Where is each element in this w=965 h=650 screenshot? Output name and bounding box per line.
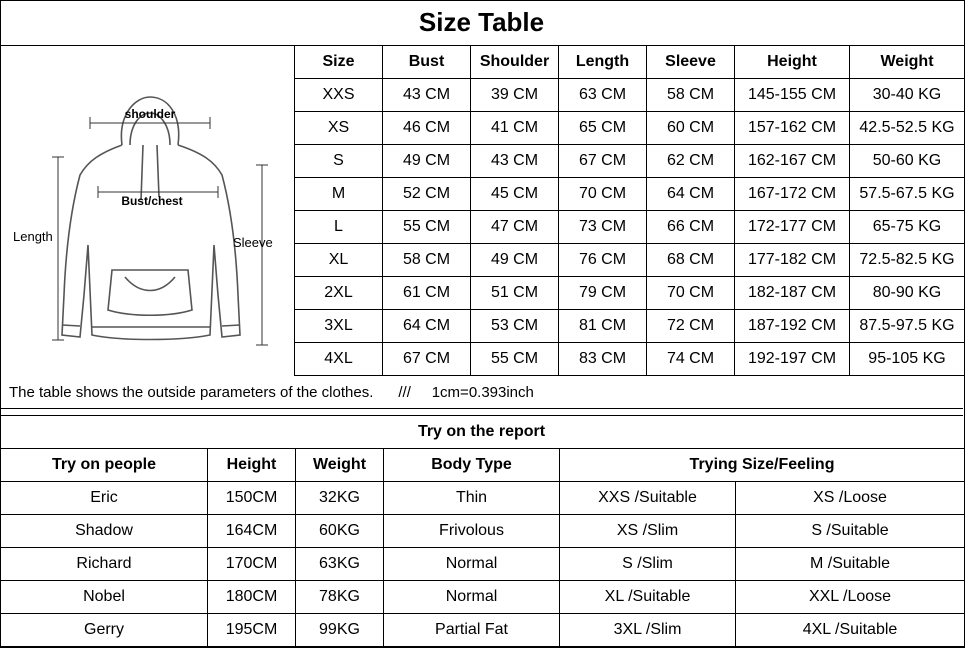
table-row xyxy=(295,178,965,211)
table-cell: XXL /Loose xyxy=(736,581,965,614)
table-cell: 195CM xyxy=(208,614,296,647)
table-cell: 63 CM xyxy=(559,79,647,112)
table-row xyxy=(1,581,965,614)
table-cell: 70 CM xyxy=(647,277,735,310)
table-cell: Shadow xyxy=(1,515,208,548)
table-cell: 30-40 KG xyxy=(850,79,965,112)
table-cell: 150CM xyxy=(208,482,296,515)
table-cell: XL xyxy=(295,244,383,277)
table-row xyxy=(295,343,965,376)
table-cell: 67 CM xyxy=(383,343,471,376)
table-cell: 72 CM xyxy=(647,310,735,343)
table-cell: 47 CM xyxy=(471,211,559,244)
table-cell: 99KG xyxy=(296,614,384,647)
table-cell: 49 CM xyxy=(471,244,559,277)
table-cell: XS /Loose xyxy=(736,482,965,515)
table-cell: S /Suitable xyxy=(736,515,965,548)
table-cell: 52 CM xyxy=(383,178,471,211)
table-cell: 81 CM xyxy=(559,310,647,343)
hoodie-illustration xyxy=(0,45,294,375)
table-cell: 45 CM xyxy=(471,178,559,211)
bust-label: Bust/chest xyxy=(121,194,183,208)
table-cell: 65-75 KG xyxy=(850,211,965,244)
table-cell: 162-167 CM xyxy=(735,145,850,178)
table-row xyxy=(1,614,965,647)
table-cell: 157-162 CM xyxy=(735,112,850,145)
size-table-header xyxy=(295,46,965,79)
table-cell: XS xyxy=(295,112,383,145)
report-title: Try on the report xyxy=(0,416,963,449)
table-cell: 60 CM xyxy=(647,112,735,145)
table-cell: 74 CM xyxy=(647,343,735,376)
table-cell: 58 CM xyxy=(647,79,735,112)
table-cell: 170CM xyxy=(208,548,296,581)
table-cell: 83 CM xyxy=(559,343,647,376)
table-cell: 180CM xyxy=(208,581,296,614)
table-row xyxy=(295,277,965,310)
hoodie-diagram xyxy=(0,45,295,375)
table-row xyxy=(295,244,965,277)
table-cell: 41 CM xyxy=(471,112,559,145)
table-cell: 72.5-82.5 KG xyxy=(850,244,965,277)
table-cell: Normal xyxy=(384,548,560,581)
table-cell: 55 CM xyxy=(383,211,471,244)
report-col-header: Height xyxy=(208,449,296,482)
table-cell: M xyxy=(295,178,383,211)
table-cell: 68 CM xyxy=(647,244,735,277)
table-cell: 79 CM xyxy=(559,277,647,310)
size-table xyxy=(294,45,965,376)
table-cell: XL /Suitable xyxy=(560,581,736,614)
table-cell: M /Suitable xyxy=(736,548,965,581)
table-cell: Frivolous xyxy=(384,515,560,548)
table-cell: 73 CM xyxy=(559,211,647,244)
try-on-report-table xyxy=(0,448,965,647)
table-cell: 55 CM xyxy=(471,343,559,376)
report-col-header: Trying Size/Feeling xyxy=(560,449,965,482)
length-label: Length xyxy=(13,229,53,244)
table-cell: 57.5-67.5 KG xyxy=(850,178,965,211)
size-col-header: Size xyxy=(295,46,383,79)
table-cell: 182-187 CM xyxy=(735,277,850,310)
table-cell: 164CM xyxy=(208,515,296,548)
measurement-note: The table shows the outside parameters of the clothes. /// 1cm=0.393inch xyxy=(0,376,963,409)
table-cell: 58 CM xyxy=(383,244,471,277)
table-cell: S /Slim xyxy=(560,548,736,581)
table-cell: 39 CM xyxy=(471,79,559,112)
table-row xyxy=(1,548,965,581)
page-title: Size Table xyxy=(0,0,963,46)
table-cell: 145-155 CM xyxy=(735,79,850,112)
table-cell: Richard xyxy=(1,548,208,581)
table-cell: 62 CM xyxy=(647,145,735,178)
table-cell: 50-60 KG xyxy=(850,145,965,178)
table-row xyxy=(1,515,965,548)
table-cell: 70 CM xyxy=(559,178,647,211)
table-cell: Eric xyxy=(1,482,208,515)
table-cell: 4XL xyxy=(295,343,383,376)
table-cell: 43 CM xyxy=(471,145,559,178)
table-cell: 43 CM xyxy=(383,79,471,112)
table-cell: Normal xyxy=(384,581,560,614)
table-cell: 65 CM xyxy=(559,112,647,145)
size-col-header: Sleeve xyxy=(647,46,735,79)
table-cell: S xyxy=(295,145,383,178)
report-table-body xyxy=(1,482,965,647)
table-cell: 2XL xyxy=(295,277,383,310)
table-row xyxy=(295,145,965,178)
table-cell: 172-177 CM xyxy=(735,211,850,244)
size-col-header: Bust xyxy=(383,46,471,79)
table-cell: 3XL xyxy=(295,310,383,343)
table-cell: 67 CM xyxy=(559,145,647,178)
table-cell: XS /Slim xyxy=(560,515,736,548)
table-cell: XXS /Suitable xyxy=(560,482,736,515)
table-row xyxy=(295,310,965,343)
size-col-header: Length xyxy=(559,46,647,79)
report-table-header xyxy=(1,449,965,482)
size-col-header: Weight xyxy=(850,46,965,79)
table-cell: 95-105 KG xyxy=(850,343,965,376)
table-cell: Gerry xyxy=(1,614,208,647)
sleeve-label: Sleeve xyxy=(233,235,273,250)
table-cell: 4XL /Suitable xyxy=(736,614,965,647)
table-cell: 76 CM xyxy=(559,244,647,277)
table-cell: 167-172 CM xyxy=(735,178,850,211)
size-col-header: Shoulder xyxy=(471,46,559,79)
table-cell: 51 CM xyxy=(471,277,559,310)
table-cell: 66 CM xyxy=(647,211,735,244)
table-cell: 32KG xyxy=(296,482,384,515)
table-cell: 80-90 KG xyxy=(850,277,965,310)
table-cell: 63KG xyxy=(296,548,384,581)
size-table-body xyxy=(295,79,965,376)
size-col-header: Height xyxy=(735,46,850,79)
table-cell: 64 CM xyxy=(647,178,735,211)
report-col-header: Weight xyxy=(296,449,384,482)
table-cell: 49 CM xyxy=(383,145,471,178)
table-cell: L xyxy=(295,211,383,244)
table-cell: 61 CM xyxy=(383,277,471,310)
table-row xyxy=(1,482,965,515)
shoulder-label: shoulder xyxy=(124,107,176,121)
report-col-header: Try on people xyxy=(1,449,208,482)
table-cell: 42.5-52.5 KG xyxy=(850,112,965,145)
table-cell: Thin xyxy=(384,482,560,515)
table-cell: 192-197 CM xyxy=(735,343,850,376)
table-cell: 177-182 CM xyxy=(735,244,850,277)
table-cell: 60KG xyxy=(296,515,384,548)
table-cell: Nobel xyxy=(1,581,208,614)
table-cell: 64 CM xyxy=(383,310,471,343)
table-cell: XXS xyxy=(295,79,383,112)
table-cell: 187-192 CM xyxy=(735,310,850,343)
table-cell: 78KG xyxy=(296,581,384,614)
table-cell: Partial Fat xyxy=(384,614,560,647)
table-cell: 46 CM xyxy=(383,112,471,145)
table-cell: 3XL /Slim xyxy=(560,614,736,647)
table-row xyxy=(295,79,965,112)
table-row xyxy=(295,211,965,244)
table-cell: 87.5-97.5 KG xyxy=(850,310,965,343)
report-col-header: Body Type xyxy=(384,449,560,482)
table-row xyxy=(295,112,965,145)
table-cell: 53 CM xyxy=(471,310,559,343)
